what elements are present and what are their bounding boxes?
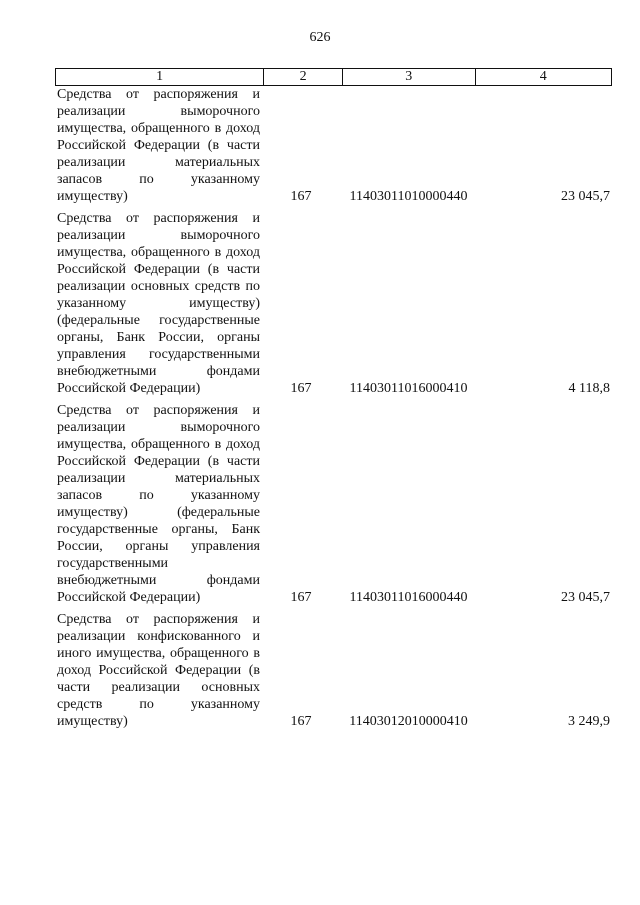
row-description: Средства от распоряжения и реализации выморочного имущества, обращенного в доход Российской Федерации (в части реализации материальных запасов по указанному имуществу)	[57, 87, 260, 204]
row-code: 167	[290, 714, 312, 729]
row-description: Средства от распоряжения и реализации выморочного имущества, обращенного в доход Российской Федерации (в части реализации основных средств по указанному имуществу) (федеральные государственные органы, Банк России, органы управления государственными внебюджетными фондами Российской Федерации)	[57, 211, 260, 396]
row-code: 167	[290, 189, 312, 204]
header-col-3: 3	[342, 69, 475, 85]
row-kbk: 11403012010000410	[349, 714, 468, 729]
table-body	[55, 86, 612, 735]
row-amount: 23 045,7	[561, 189, 610, 204]
row-kbk: 11403011010000440	[349, 189, 468, 204]
row-amount: 23 045,7	[561, 590, 610, 605]
row-code: 167	[290, 590, 312, 605]
row-amount: 4 118,8	[568, 381, 610, 396]
row-code: 167	[290, 381, 312, 396]
header-col-2: 2	[263, 69, 342, 85]
header-col-4: 4	[475, 69, 612, 85]
table-row	[55, 611, 612, 730]
page-number: 626	[309, 30, 331, 45]
row-kbk: 11403011016000440	[349, 590, 468, 605]
table-row	[55, 210, 612, 397]
table-row	[55, 86, 612, 205]
row-description: Средства от распоряжения и реализации выморочного имущества, обращенного в доход Российской Федерации (в части реализации материальных запасов по указанному имуществу) (федеральные государственные органы, Банк России, органы управления государственными внебюджетными фондами Российской Федерации)	[57, 403, 260, 605]
row-description: Средства от распоряжения и реализации конфискованного и иного имущества, обращенного в доход Российской Федерации (в части реализации основных средств по указанному имуществу)	[57, 612, 260, 729]
row-kbk: 11403011016000410	[349, 381, 468, 396]
header-col-1: 1	[156, 69, 164, 84]
table-header	[55, 68, 612, 86]
table-row	[55, 402, 612, 606]
row-amount: 3 249,9	[568, 714, 610, 729]
